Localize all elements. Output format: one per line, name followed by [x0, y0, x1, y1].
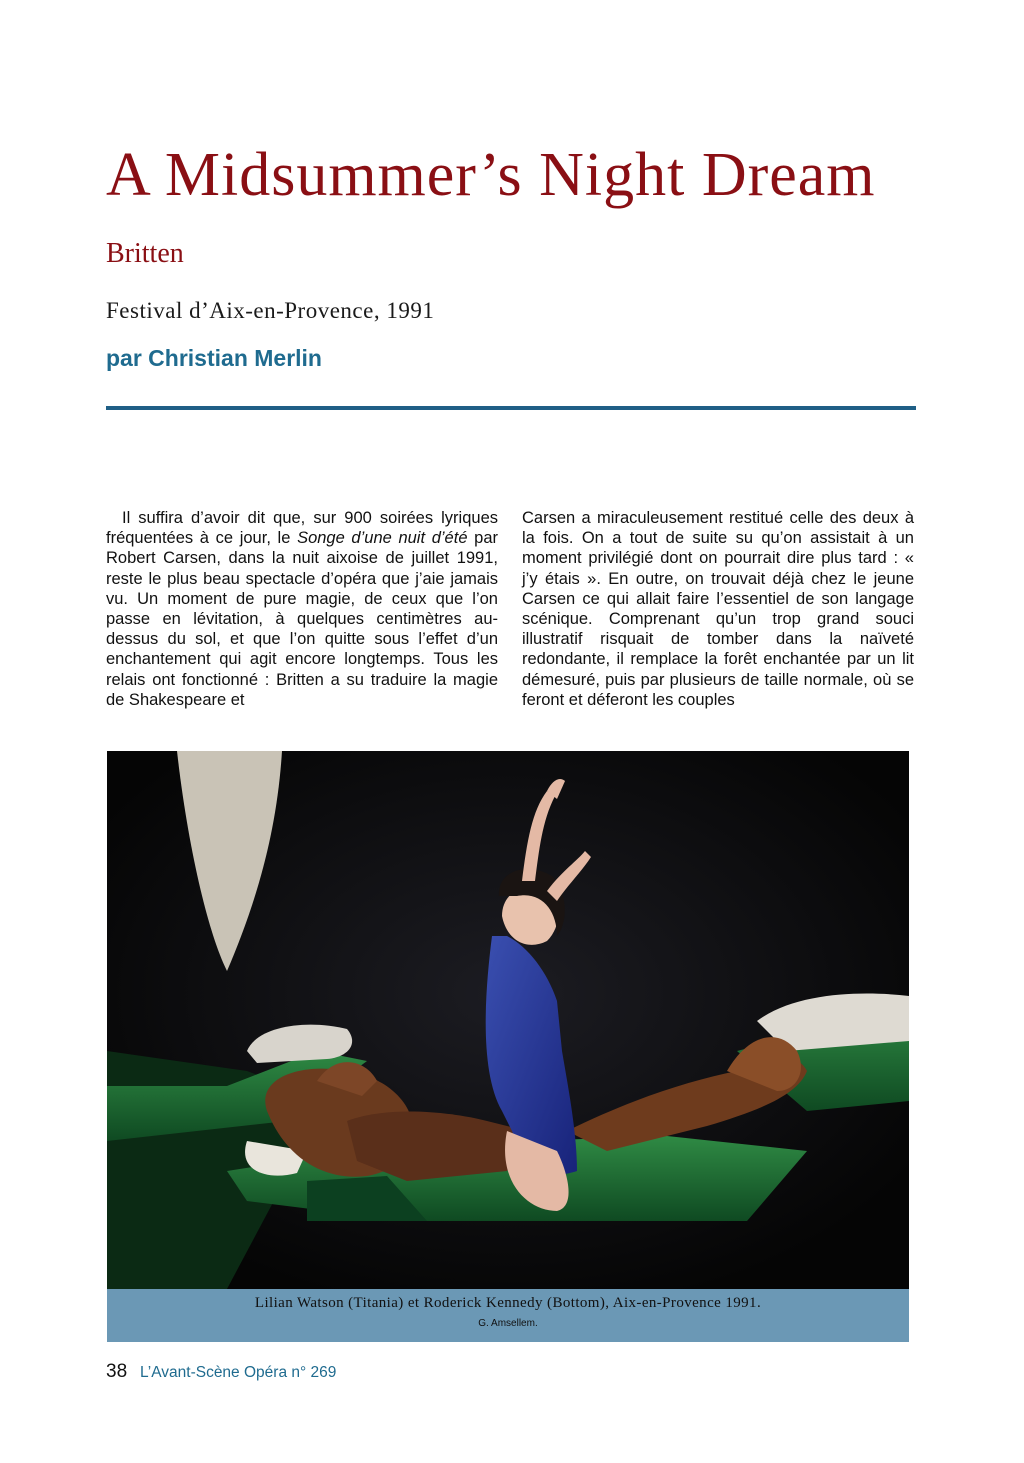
stage-photo [107, 751, 909, 1289]
photo-credit: G. Amsellem. [478, 1318, 538, 1329]
caption-box [107, 1289, 909, 1342]
festival-line: Festival d’Aix-en-Provence, 1991 [106, 298, 435, 323]
composer-name: Britten [106, 238, 184, 269]
paragraph [106, 508, 498, 710]
author-byline: par Christian Merlin [106, 345, 322, 371]
italic-title: Songe d’une nuit d’été [297, 529, 468, 548]
divider-rule [106, 406, 916, 410]
page-number: 38 [106, 1361, 128, 1382]
publication-name: L’Avant-Scène Opéra n° 269 [140, 1364, 337, 1381]
paragraph-text-end: par Robert Carsen, dans la nuit aixoise de juillet 1991, reste le plus beau spectacle d’opéra que j’aie jamais vu. Un moment de pure magie, de ceux que l’on passe en lévitation, à quelques centimètres au-dessus du sol, et que l’on quitte sous l’effet d’un enchantement qui agit encore longtemps. Tous les relais ont fonctionné : Britten a su traduire la magie de Shakespeare et [106, 529, 499, 709]
paragraph-text-start: Il suffira d’avoir dit que, sur 900 soirées lyriques fréquentées à ce jour, le [106, 509, 498, 548]
stage-photo-illustration [107, 751, 909, 1289]
text-column-right [522, 508, 914, 710]
article-title: A Midsummer’s Night Dream [106, 141, 876, 209]
paragraph: Carsen a miraculeusement restitué celle des deux à la fois. On a tout de suite su qu’on assistait à un moment privilégié dont on pourrait dire plus tard : « j’y étais ». En outre, on trouvait déjà chez le jeune Carsen ce qui allait faire l’essentiel de son langage scénique. Comprenant qu’un trop grand souci illustratif risquait de tomber dans la naïveté redondante, il remplace la forêt enchantée par un lit démesuré, puis par plusieurs de taille normale, où se feront et déferont les couples [522, 509, 914, 709]
photo-caption: Lilian Watson (Titania) et Roderick Kennedy (Bottom), Aix-en-Provence 1991. [254, 1295, 762, 1311]
text-column-left [106, 508, 498, 710]
